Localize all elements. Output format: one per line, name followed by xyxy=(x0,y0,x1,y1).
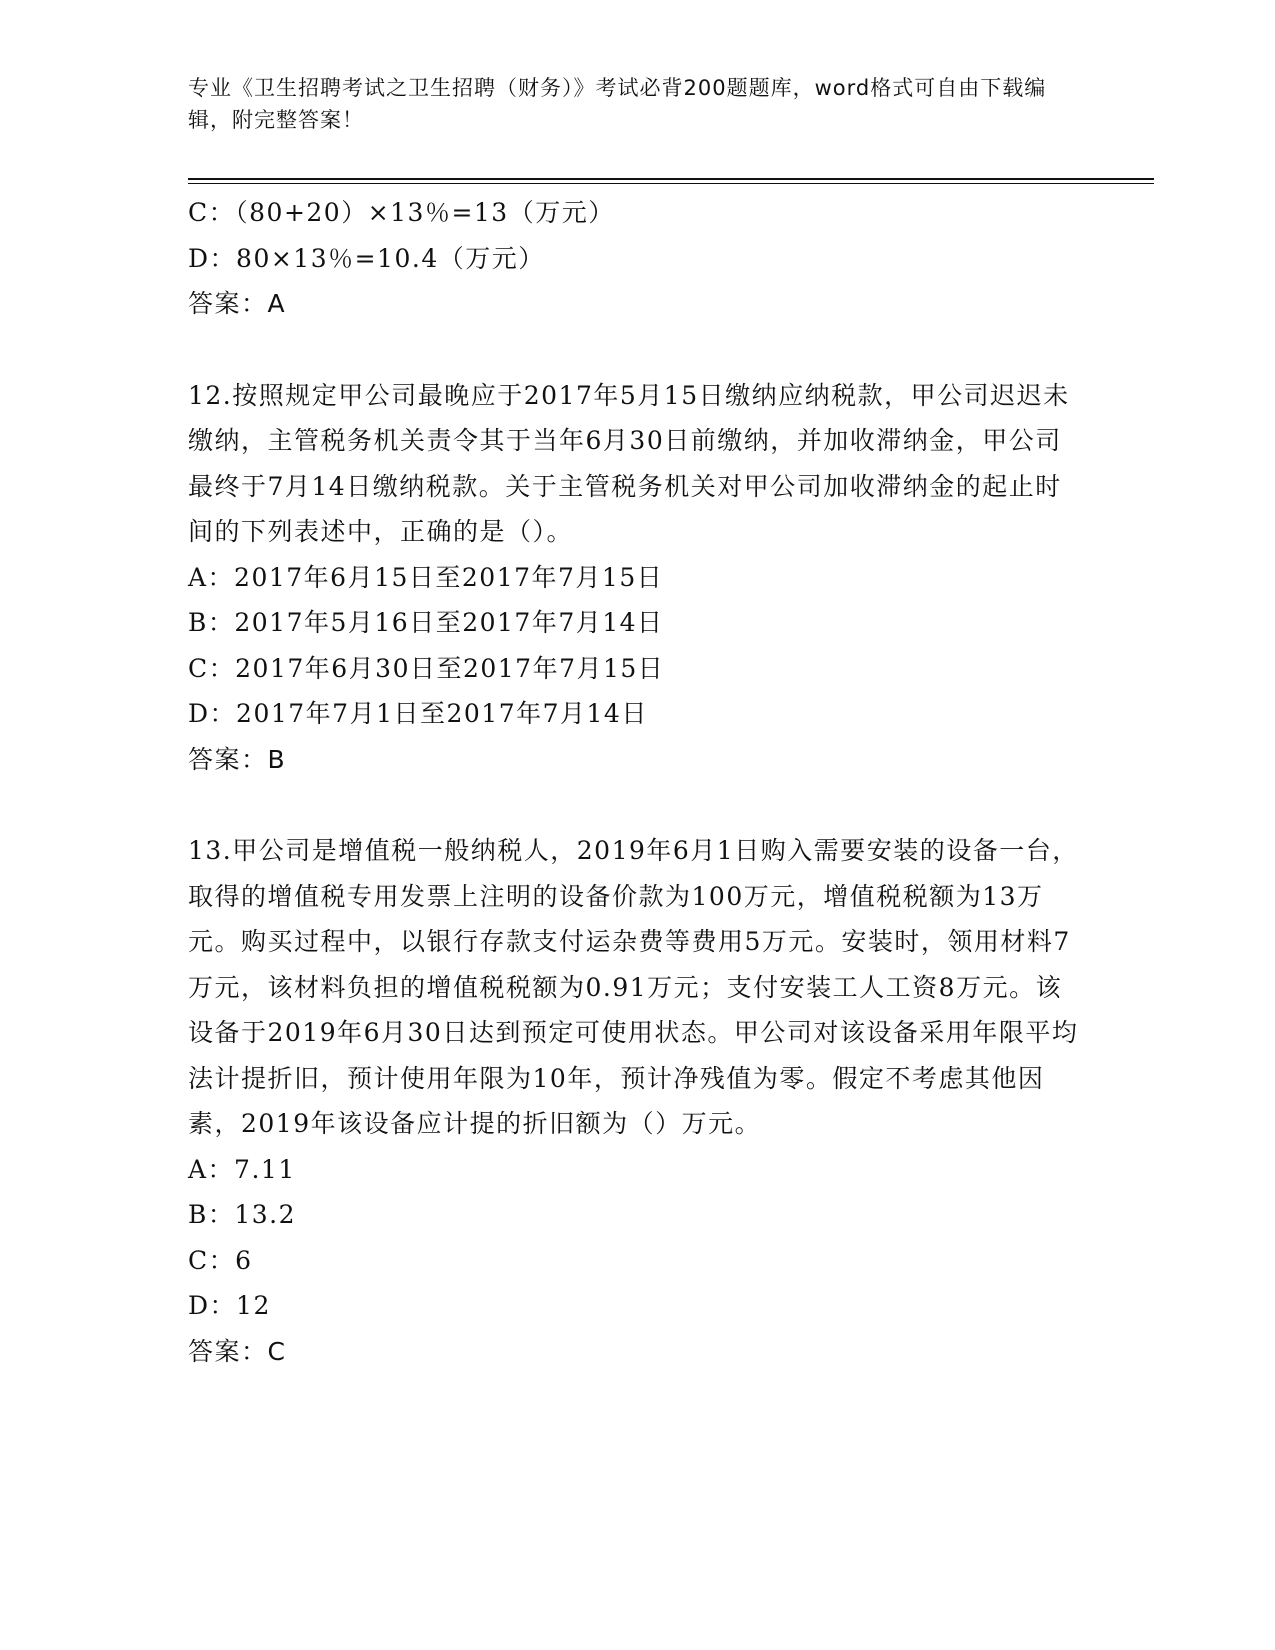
answer-line: 答案：C xyxy=(188,1336,287,1366)
header-divider-thick xyxy=(188,178,1154,180)
question-12 xyxy=(188,373,1088,783)
question-13 xyxy=(188,828,1088,1374)
option-c: C：（80+20）×13％=13（万元） xyxy=(188,198,615,227)
option-b: B：13.2 xyxy=(188,1200,297,1229)
option-d: D：2017年7月1日至2017年7月14日 xyxy=(188,699,648,728)
header-divider-thin xyxy=(188,183,1154,184)
option-d: D：80×13％=10.4（万元） xyxy=(188,243,545,273)
answer-line: 答案：A xyxy=(188,289,287,318)
option-c: C：2017年6月30日至2017年7月15日 xyxy=(188,653,665,683)
question-text: 13.甲公司是增值税一般纳税人，2019年6月1日购入需要安装的设备一台，取得的增值税专用发票上注明的设备价款为100万元，增值税税额为13万元。购买过程中，以银行存款支付运杂费等费用5万元。安装时，领用材料7万元，该材料负担的增值税税额为0.91万元；支付安装工人工资8万元。该设备于2019年6月30日达到预定可使用状态。甲公司对该设备采用年限平均法计提折旧，预计使用年限为10年，预计净残值为零。假定不考虑其他因素，2019年该设备应计提的折旧额为（）万元。 xyxy=(188,836,1079,1138)
option-d: D：12 xyxy=(188,1291,271,1320)
document-body xyxy=(188,190,1088,1374)
option-b: B：2017年5月16日至2017年7月14日 xyxy=(188,608,664,637)
option-a: A：7.11 xyxy=(188,1154,296,1184)
option-c: C：6 xyxy=(188,1245,253,1275)
option-a: A：2017年6月15日至2017年7月15日 xyxy=(188,562,664,592)
answer-line: 答案：B xyxy=(188,744,287,774)
page-header: 专业《卫生招聘考试之卫生招聘（财务）》考试必背200题题库，word格式可自由下载编辑，附完整答案！ xyxy=(188,76,1047,132)
question-text: 12.按照规定甲公司最晚应于2017年5月15日缴纳应纳税款，甲公司迟迟未缴纳，主管税务机关责令其于当年6月30日前缴纳，并加收滞纳金，甲公司最终于7月14日缴纳税款。关于主管税务机关对甲公司加收滞纳金的起止时间的下列表述中，正确的是（）。 xyxy=(188,380,1070,546)
previous-question xyxy=(188,190,1088,327)
